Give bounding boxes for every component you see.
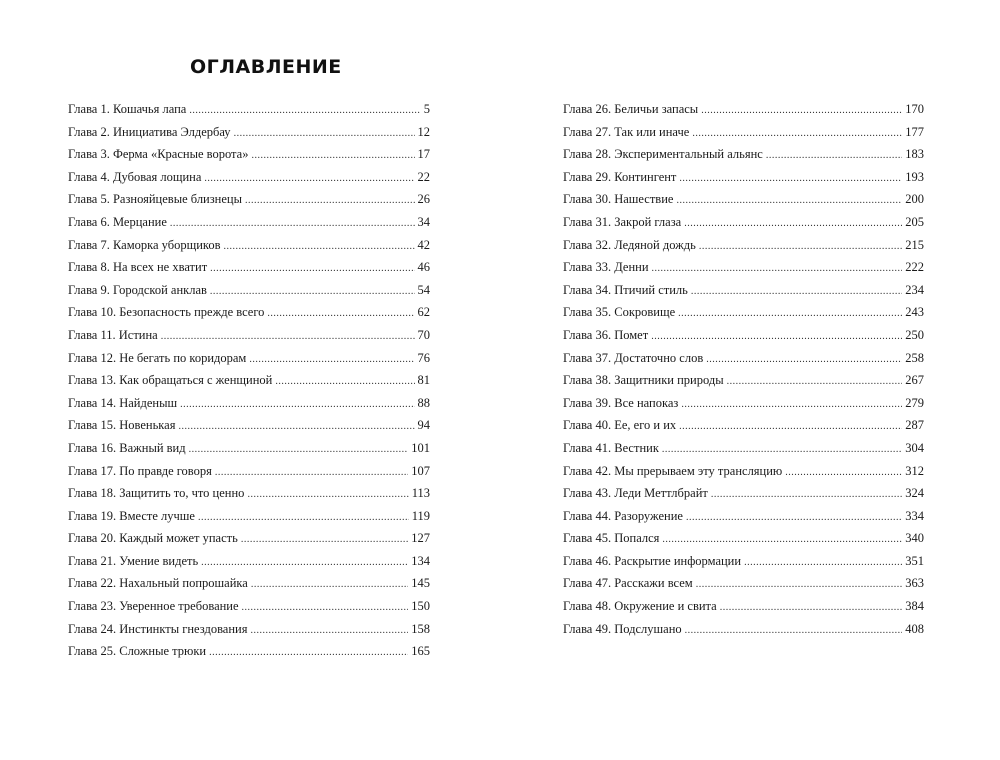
toc-entry — [68, 373, 430, 396]
chapter-title: Глава 7. Каморка уборщиков — [68, 237, 221, 252]
chapter-title: Глава 21. Умение видеть — [68, 553, 199, 568]
page-number: 88 — [417, 395, 430, 410]
dot-leader — [662, 534, 902, 545]
toc-entry — [563, 215, 924, 238]
dot-leader — [692, 128, 902, 139]
dot-leader — [245, 195, 414, 206]
page-number: 312 — [905, 463, 924, 478]
chapter-title: Глава 1. Кошачья лапа — [68, 102, 187, 116]
dot-leader — [204, 173, 414, 184]
chapter-title: Глава 35. Сокровище — [563, 305, 676, 320]
dot-leader — [676, 195, 902, 206]
chapter-title: Глава 2. Инициатива Элдербау — [68, 124, 231, 139]
toc-entry — [563, 418, 924, 441]
chapter-title: Глава 8. На всех не хватит — [68, 260, 208, 275]
dot-leader — [251, 150, 414, 161]
toc-entry — [68, 260, 430, 283]
dot-leader — [251, 579, 408, 590]
toc-entry — [68, 486, 430, 509]
page-number: 287 — [905, 418, 924, 433]
page-number: 54 — [417, 282, 430, 297]
toc-entry — [68, 622, 430, 645]
dot-leader — [178, 421, 414, 432]
toc-entry — [563, 170, 924, 193]
page-number: 34 — [417, 214, 430, 229]
dot-leader — [210, 263, 414, 274]
chapter-title: Глава 49. Подслушано — [563, 621, 682, 636]
dot-leader — [678, 308, 902, 319]
chapter-title: Глава 43. Леди Меттлбрайт — [563, 486, 708, 501]
page-number: 107 — [411, 463, 430, 478]
toc-entry — [563, 147, 924, 170]
chapter-title: Глава 34. Птичий стиль — [563, 282, 688, 297]
page-number: 334 — [905, 508, 924, 523]
chapter-title: Глава 31. Закрой глаза — [563, 214, 682, 229]
chapter-title: Глава 48. Окружение и свита — [563, 599, 717, 614]
chapter-title: Глава 9. Городской анклав — [68, 282, 207, 297]
toc-entry — [563, 102, 924, 125]
chapter-title: Глава 47. Расскажи всем — [563, 576, 693, 591]
toc-left-column — [68, 102, 430, 667]
page-number: 170 — [905, 102, 924, 116]
page-number: 200 — [905, 192, 924, 207]
page-number: 145 — [411, 576, 430, 591]
chapter-title: Глава 10. Безопасность прежде всего — [68, 305, 265, 320]
chapter-title: Глава 11. Истина — [68, 327, 158, 342]
toc-entry — [563, 305, 924, 328]
page-number: 222 — [905, 260, 924, 275]
chapter-title: Глава 12. Не бегать по коридорам — [68, 350, 247, 365]
chapter-title: Глава 28. Экспериментальный альянс — [563, 147, 763, 162]
page-number: 119 — [411, 508, 430, 523]
page-number: 62 — [417, 305, 430, 320]
page-number: 258 — [905, 350, 924, 365]
dot-leader — [684, 218, 902, 229]
page-number: 351 — [905, 553, 924, 568]
chapter-title: Глава 23. Уверенное требование — [68, 599, 239, 614]
dot-leader — [686, 512, 902, 523]
toc-entry — [563, 351, 924, 374]
toc-entry — [68, 554, 430, 577]
page-number: 205 — [905, 214, 924, 229]
page-number: 304 — [905, 440, 924, 455]
dot-leader — [241, 534, 408, 545]
dot-leader — [209, 647, 408, 658]
toc-entry — [563, 238, 924, 261]
dot-leader — [691, 286, 902, 297]
toc-entry — [563, 531, 924, 554]
chapter-title: Глава 20. Каждый может упасть — [68, 531, 238, 546]
page-number: 46 — [417, 260, 430, 275]
page-number: 340 — [905, 531, 924, 546]
chapter-title: Глава 30. Нашествие — [563, 192, 674, 207]
dot-leader — [267, 308, 414, 319]
toc-entry — [68, 215, 430, 238]
toc-entry — [563, 464, 924, 487]
dot-leader — [189, 444, 409, 455]
chapter-title: Глава 3. Ферма «Красные ворота» — [68, 147, 249, 162]
dot-leader — [242, 602, 409, 613]
dot-leader — [701, 105, 902, 116]
toc-entry — [68, 509, 430, 532]
chapter-title: Глава 38. Защитники природы — [563, 373, 724, 388]
chapter-title: Глава 46. Раскрытие информации — [563, 553, 742, 568]
dot-leader — [651, 331, 902, 342]
dot-leader — [679, 173, 902, 184]
page-number: 279 — [905, 395, 924, 410]
chapter-title: Глава 14. Найденыш — [68, 395, 178, 410]
toc-entry — [68, 464, 430, 487]
toc-entry — [68, 328, 430, 351]
page-number: 42 — [417, 237, 430, 252]
toc-entry — [563, 328, 924, 351]
page-number: 363 — [905, 576, 924, 591]
dot-leader — [744, 557, 902, 568]
chapter-title: Глава 6. Мерцание — [68, 214, 167, 229]
chapter-title: Глава 39. Все напоказ — [563, 395, 679, 410]
dot-leader — [224, 241, 415, 252]
toc-entry — [68, 238, 430, 261]
dot-leader — [685, 625, 903, 636]
toc-entry — [563, 260, 924, 283]
toc-entry — [68, 418, 430, 441]
dot-leader — [170, 218, 415, 229]
dot-leader — [720, 602, 903, 613]
dot-leader — [711, 489, 902, 500]
page-number: 101 — [411, 440, 430, 455]
dot-leader — [198, 512, 409, 523]
dot-leader — [215, 467, 408, 478]
page-number: 94 — [417, 418, 430, 433]
dot-leader — [679, 421, 902, 432]
toc-entry — [563, 125, 924, 148]
toc-entry — [563, 576, 924, 599]
dot-leader — [275, 376, 414, 387]
chapter-title: Глава 19. Вместе лучше — [68, 508, 195, 523]
toc-entry — [68, 192, 430, 215]
toc-entry — [68, 283, 430, 306]
dot-leader — [662, 444, 902, 455]
page-number: 134 — [411, 553, 430, 568]
page-number: 113 — [411, 486, 430, 501]
chapter-title: Глава 16. Важный вид — [68, 440, 186, 455]
chapter-title: Глава 44. Разоружение — [563, 508, 683, 523]
toc-entry — [563, 509, 924, 532]
toc-entry — [68, 576, 430, 599]
page-number: 250 — [905, 327, 924, 342]
toc-entry — [68, 147, 430, 170]
dot-leader — [706, 354, 902, 365]
toc-entry — [563, 441, 924, 464]
toc-entry — [68, 102, 430, 125]
dot-leader — [727, 376, 903, 387]
page-number: 193 — [905, 169, 924, 184]
page-number: 81 — [417, 373, 430, 388]
dot-leader — [652, 263, 903, 274]
page-number: 243 — [905, 305, 924, 320]
page-number: 12 — [417, 124, 430, 139]
page-number: 384 — [905, 599, 924, 614]
page-number: 22 — [417, 169, 430, 184]
page-number: 5 — [423, 102, 430, 116]
page-number: 234 — [905, 282, 924, 297]
page-number: 267 — [905, 373, 924, 388]
page-number: 26 — [417, 192, 430, 207]
page-number: 324 — [905, 486, 924, 501]
chapter-title: Глава 41. Вестник — [563, 440, 659, 455]
toc-entry — [563, 622, 924, 645]
chapter-title: Глава 45. Попался — [563, 531, 660, 546]
chapter-title: Глава 26. Беличьи запасы — [563, 102, 699, 116]
page-title: ОГЛАВЛЕНИЕ — [190, 56, 342, 78]
toc-entry — [68, 441, 430, 464]
chapter-title: Глава 42. Мы прерываем эту трансляцию — [563, 463, 783, 478]
chapter-title: Глава 13. Как обращаться с женщиной — [68, 373, 273, 388]
toc-entry — [68, 531, 430, 554]
chapter-title: Глава 24. Инстинкты гнездования — [68, 621, 248, 636]
chapter-title: Глава 37. Достаточно слов — [563, 350, 704, 365]
toc-entry — [563, 554, 924, 577]
toc-entry — [68, 125, 430, 148]
chapter-title: Глава 36. Помет — [563, 327, 649, 342]
page-number: 17 — [417, 147, 430, 162]
page-number: 408 — [905, 621, 924, 636]
toc-entry — [563, 599, 924, 622]
toc-entry — [68, 396, 430, 419]
page-number: 76 — [417, 350, 430, 365]
dot-leader — [681, 399, 902, 410]
page-number: 158 — [411, 621, 430, 636]
toc-entry — [68, 351, 430, 374]
chapter-title: Глава 32. Ледяной дождь — [563, 237, 696, 252]
chapter-title: Глава 17. По правде говоря — [68, 463, 212, 478]
chapter-title: Глава 5. Разнояйцевые близнецы — [68, 192, 243, 207]
dot-leader — [189, 105, 420, 116]
toc-entry — [68, 170, 430, 193]
toc-entry — [563, 373, 924, 396]
page-number: 70 — [417, 327, 430, 342]
chapter-title: Глава 33. Денни — [563, 260, 649, 275]
dot-leader — [766, 150, 902, 161]
dot-leader — [785, 467, 902, 478]
chapter-title: Глава 15. Новенькая — [68, 418, 176, 433]
toc-entry — [68, 305, 430, 328]
toc-entry — [563, 192, 924, 215]
chapter-title: Глава 18. Защитить то, что ценно — [68, 486, 245, 501]
chapter-title: Глава 29. Контингент — [563, 169, 677, 184]
dot-leader — [696, 579, 903, 590]
toc-entry — [563, 396, 924, 419]
dot-leader — [234, 128, 415, 139]
toc-entry — [68, 644, 430, 667]
chapter-title: Глава 27. Так или иначе — [563, 124, 690, 139]
toc-entry — [563, 283, 924, 306]
page-number: 183 — [905, 147, 924, 162]
page-number: 150 — [411, 599, 430, 614]
toc-entry — [563, 486, 924, 509]
dot-leader — [247, 489, 408, 500]
dot-leader — [161, 331, 415, 342]
page-number: 127 — [411, 531, 430, 546]
dot-leader — [210, 286, 415, 297]
page-number: 177 — [905, 124, 924, 139]
toc-right-column — [563, 102, 924, 644]
dot-leader — [201, 557, 408, 568]
page-number: 215 — [905, 237, 924, 252]
chapter-title: Глава 22. Нахальный попрошайка — [68, 576, 248, 591]
dot-leader — [249, 354, 414, 365]
dot-leader — [180, 399, 414, 410]
chapter-title: Глава 4. Дубовая лощина — [68, 169, 202, 184]
dot-leader — [699, 241, 902, 252]
dot-leader — [251, 625, 409, 636]
chapter-title: Глава 40. Ее, его и их — [563, 418, 677, 433]
page-number: 165 — [411, 644, 430, 659]
chapter-title: Глава 25. Сложные трюки — [68, 644, 207, 659]
toc-entry — [68, 599, 430, 622]
